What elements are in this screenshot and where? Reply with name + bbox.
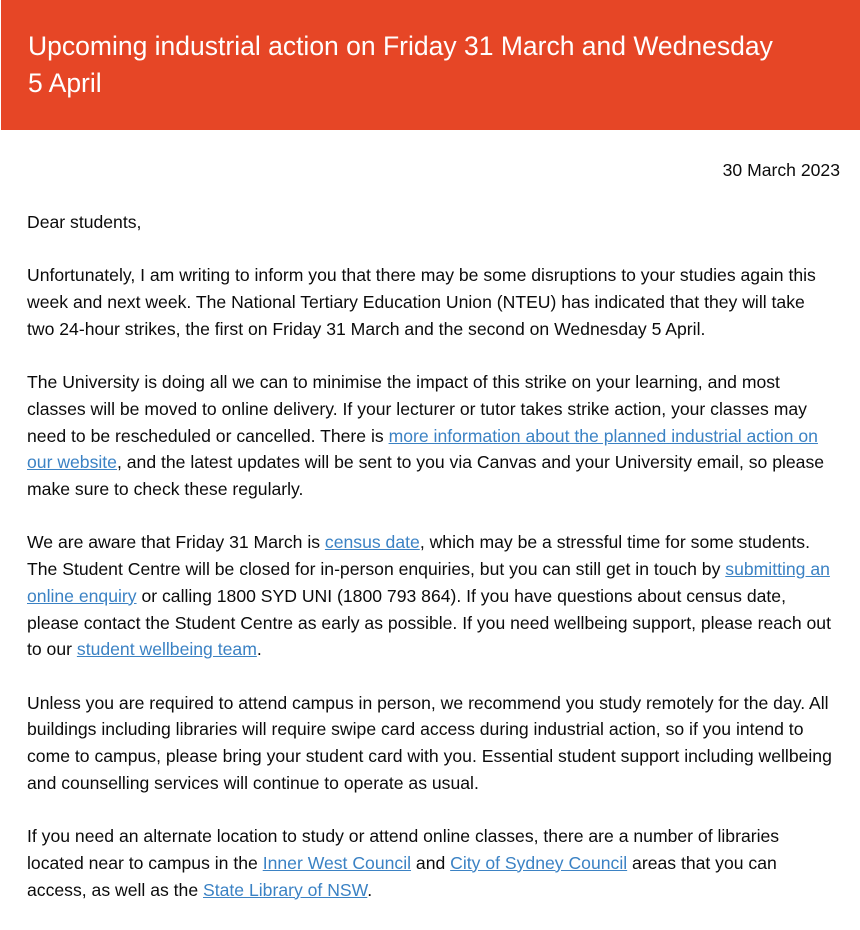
online-enquiry-link[interactable]: submitting an online enquiry [27, 559, 830, 606]
city-of-sydney-link[interactable]: City of Sydney Council [450, 852, 628, 873]
paragraph-census-text-4: . [256, 639, 262, 660]
paragraph-campus-access: Unless you are required to attend campus in person, we recommend you study remotely for the day. All buildings including libraries will require swipe card access during industrial action, so if you intend to come to campus, please bring your student card with you. Essential student support including wellbeing and counselling services will continue to operate as usual. [27, 692, 832, 793]
email-body [27, 209, 833, 930]
wellbeing-team-link[interactable]: student wellbeing team [76, 639, 257, 660]
paragraph-libraries [27, 823, 833, 903]
email-header-banner [1, 0, 860, 130]
paragraph-libraries-text-4: . [367, 879, 373, 900]
paragraph-census-text-3: or calling 1800 SYD UNI (1800 793 864). If you have questions about census date, please contact the Student Centre as early as possible. If you need wellbeing support, please reach out to our [27, 585, 831, 660]
paragraph-libraries-text-3: areas that you can access, as well as the [27, 852, 777, 900]
greeting: Dear students, [27, 212, 142, 232]
email-title: Upcoming industrial action on Friday 31 March and Wednesday 5 April [28, 31, 773, 98]
email-date: 30 March 2023 [722, 160, 840, 180]
paragraph-census-text-2: , which may be a stressful time for some students. The Student Centre will be closed for in-person enquiries, but you can still get in touch by [27, 532, 810, 580]
inner-west-council-link[interactable]: Inner West Council [262, 852, 412, 873]
industrial-action-info-link[interactable]: more information about the planned industrial action on our website [27, 425, 818, 473]
paragraph-libraries-text-1: If you need an alternate location to study or attend online classes, there are a number of libraries located near to campus in the [27, 826, 780, 873]
state-library-link[interactable]: State Library of NSW [203, 879, 368, 900]
paragraph-libraries-text-2: and [411, 852, 451, 873]
paragraph-impact-text-1: The University is doing all we can to minimise the impact of this strike on your learning, and most classes will be moved to online delivery. If your lecturer or tutor takes strike action, your classes may need to be rescheduled or cancelled. There is [27, 372, 807, 446]
paragraph-census [27, 529, 833, 663]
census-date-link[interactable]: census date [324, 532, 420, 553]
paragraph-census-text-1: We are aware that Friday 31 March is [27, 532, 325, 553]
paragraph-impact [27, 369, 833, 503]
paragraph-impact-text-2: , and the latest updates will be sent to you via Canvas and your University email, so please make sure to check these regularly. [27, 452, 825, 499]
paragraph-strike-notice: Unfortunately, I am writing to inform you that there may be some disruptions to your studies again this week and next week. The National Tertiary Education Union (NTEU) has indicated that they will take two 24-hour strikes, the first on Friday 31 March and the second on Wednesday 5 April. [27, 265, 816, 339]
